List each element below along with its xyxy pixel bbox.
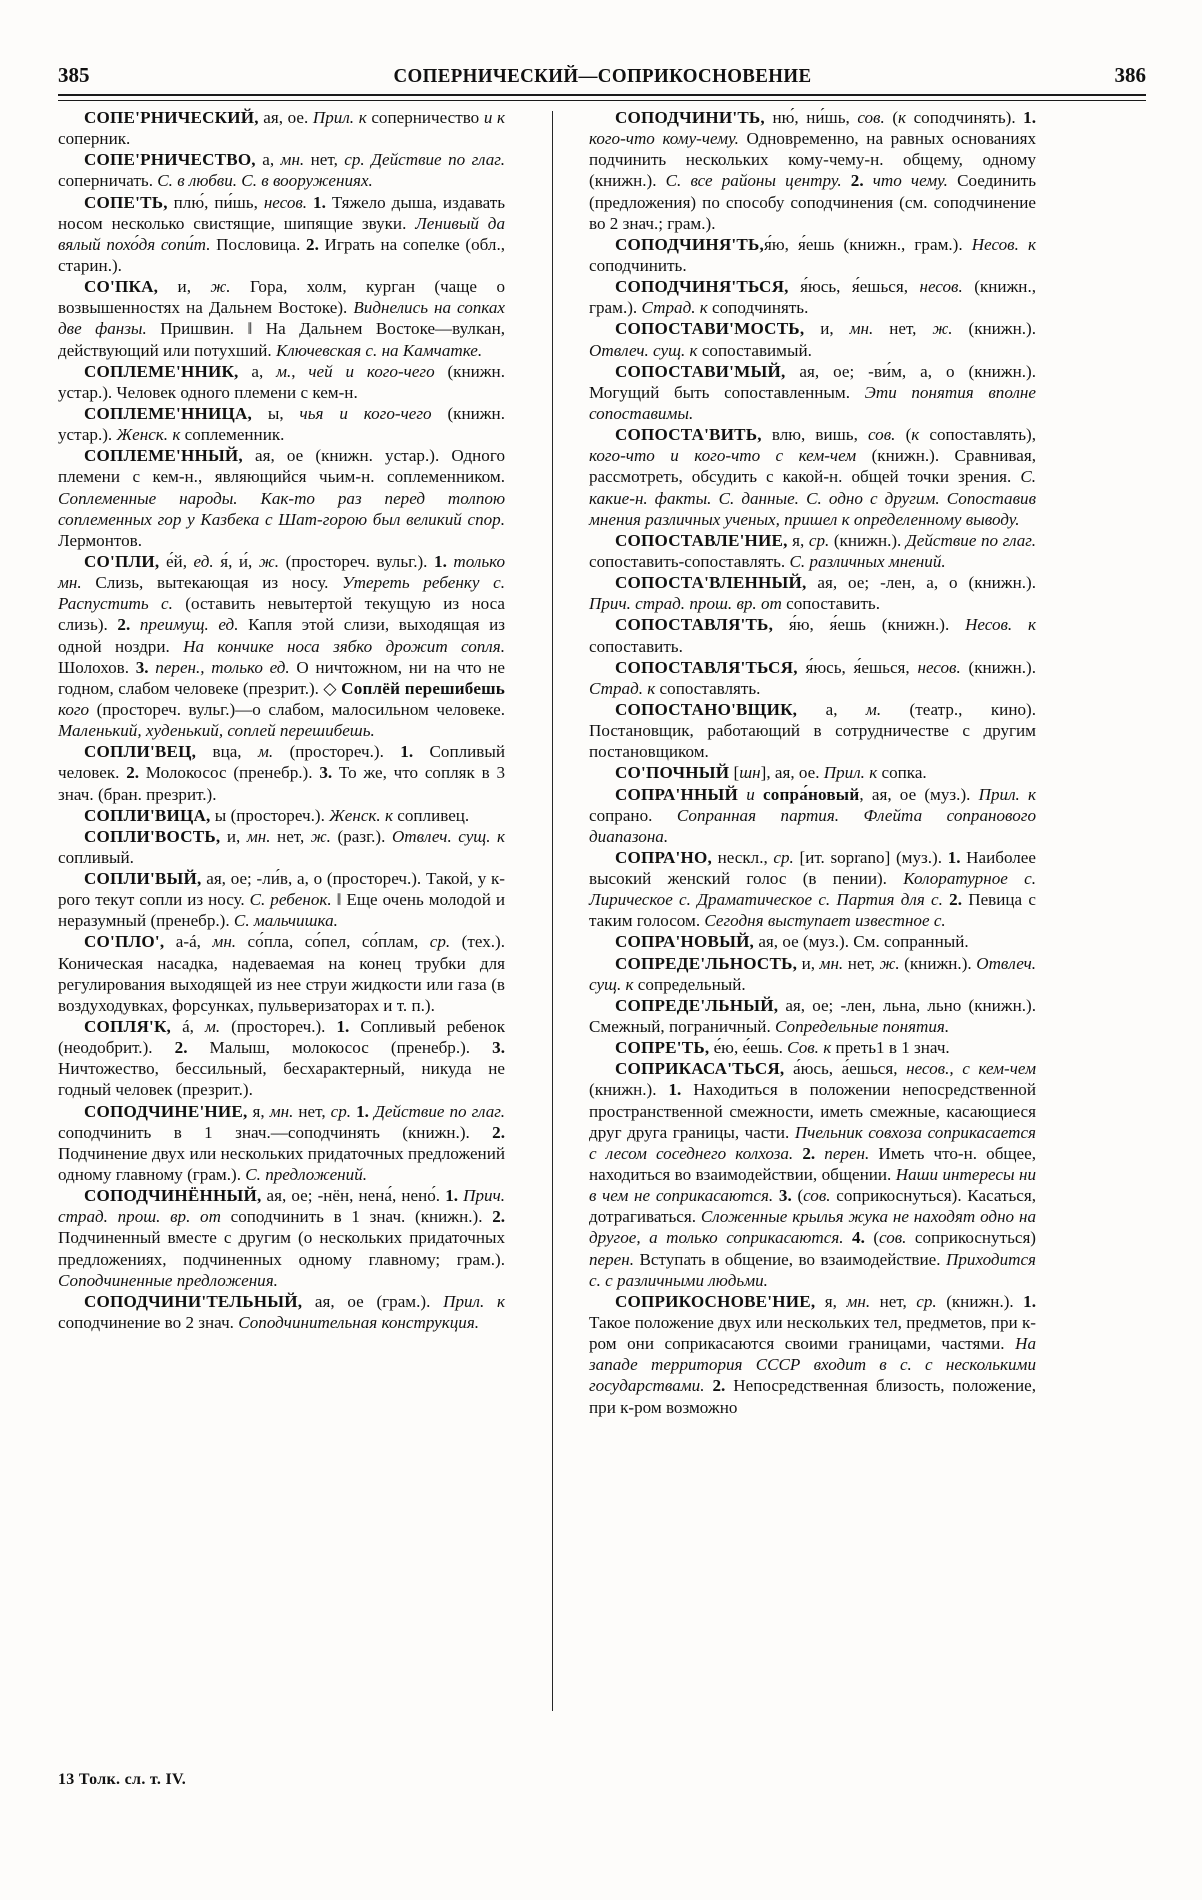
dictionary-entry: СОПОСТАВЛЯ'ТЬСЯ, я́юсь, я́ешься, несов. (книжн.). Страд. к сопоставлять. bbox=[589, 657, 1036, 698]
folio-left: 385 bbox=[58, 63, 90, 87]
dictionary-entry: СОПОДЧИНЕ'НИЕ, я, мн. нет, ср. 1. Действие по глаг. соподчинить в 1 знач.—соподчинять (книжн.). 2. Подчинение двух или нескольких придаточных предложений одному главному (грам.). С. предложений. bbox=[58, 1101, 505, 1185]
header-rule bbox=[58, 94, 1146, 101]
running-head bbox=[58, 56, 1146, 86]
page-signature bbox=[58, 1771, 186, 1789]
dictionary-entry: СОПРА'НО, нескл., ср. [ит. soprano] (муз.). 1. Наиболее высокий женский голос (в пении). Колоратурное с. Лирическое с. Драматическое с. Партия для с. 2. Певица с таким голосом. Сегодня выступает известное с. bbox=[589, 847, 1037, 931]
dictionary-entry: СОПРА'ННЫЙ и сопра́новый, ая, ое (муз.). Прил. к сопрано. Сопранная партия. Флейта сопранового диапазона. bbox=[589, 784, 1036, 846]
dictionary-entry: СОПОДЧИНЁННЫЙ, ая, ое; -нён, нена́, нено́. 1. Прич. страд. прош. вр. от соподчинить в 1 знач. (книжн.). 2. Подчиненный вместе с другим (о нескольких придаточных предложениях, подчиненных одному главному; грам.). Соподчиненные предложения. bbox=[58, 1186, 506, 1290]
dictionary-entry: СОПОДЧИНИ'ТЕЛЬНЫЙ, ая, ое (грам.). Прил. к соподчинение во 2 знач. Соподчинительная конструкция. bbox=[58, 1291, 505, 1333]
dictionary-entry: СОПОСТАВИ'МЫЙ, ая, ое; -ви́м, а, о (книжн.). Могущий быть сопоставленным. Эти понятия вполне сопоставимы. bbox=[589, 361, 1036, 423]
folio-right: 386 bbox=[1114, 63, 1146, 87]
dictionary-entry: СОПЛИ'ВИЦА, ы (простореч.). Женск. к сопливец. bbox=[84, 805, 470, 825]
column-container bbox=[58, 107, 1146, 1757]
right-column bbox=[589, 107, 1036, 1757]
dictionary-entry: СОПЛЕМЕ'ННЫЙ, ая, ое (книжн. устар.). Одного племени с кем-н., являющийся чьим-н. соплеменником. Соплеменные народы. Как-то раз перед толпою соплеменных гор у Казбека с Шат-горою был великий спор. Лермонтов. bbox=[58, 446, 505, 550]
dictionary-entry: СОПРЕДЕ'ЛЬНОСТЬ, и, мн. нет, ж. (книжн.). Отвлеч. сущ. к сопредельный. bbox=[589, 953, 1036, 994]
left-column bbox=[58, 107, 505, 1757]
dictionary-entry: СОПОСТАВЛЕ'НИЕ, я, ср. (книжн.). Действие по глаг. сопоставить-сопоставлять. С. различных мнений. bbox=[589, 530, 1036, 571]
dictionary-entry: СО'ПЛИ, е́й, ед. я́, и́, ж. (простореч. вульг.). 1. только мн. Слизь, вытекающая из носу. Утереть ребенку с. Распустить с. (оставить невытертой текущую из носа слизь). 2. преимущ. ед. Капля этой слизи, выходящая из одной ноздри. На кончике носа зябко дрожит сопля. Шолохов. 3. перен., только ед. О ничтожном, ни на что не годном, слабом человеке (презрит.). ◇ Соплёй перешибешь кого (простореч. вульг.)—о слабом, малосильном человеке. Маленький, худенький, соплей перешибешь. bbox=[58, 551, 506, 741]
dictionary-entry: СОПОСТАВИ'МОСТЬ, и, мн. нет, ж. (книжн.). Отвлеч. сущ. к сопоставимый. bbox=[589, 319, 1036, 360]
dictionary-entry: СОПОСТА'ВИТЬ, влю, вишь, сов. (к сопоставлять), кого-что и кого-что с кем-чем (книжн.). Сравнивая, рассмотреть, обсудить с какой-н. общей точки зрения. С. какие-н. факты. С. данные. С. одно с другим. Сопоставив мнения различных ученых, пришел к определенному выводу. bbox=[589, 425, 1036, 529]
signature-text: 13 Толк. сл. т. IV. bbox=[58, 1771, 187, 1788]
dictionary-entry: СОПЛЕМЕ'ННИК, а, м., чей и кого-чего (книжн. устар.). Человек одного племени с кем-н. bbox=[58, 361, 505, 402]
dictionary-entry: СОПОДЧИНЯ'ТЬ,я́ю, я́ешь (книжн., грам.). Несов. к соподчинить. bbox=[589, 234, 1036, 275]
dictionary-entry: СО'ПОЧНЫЙ [шн], ая, ое. Прил. к сопка. bbox=[615, 763, 927, 783]
dictionary-entry: СОПРИКОСНОВЕ'НИЕ, я, мн. нет, ср. (книжн.). 1. Такое положение двух или нескольких тел, предметов, при к-ром они соприкасаются своими границами, частями. На западе территория СССР входит в с. с несколькими государствами. 2. Непосредственная близость, положение, при к-ром возможно bbox=[589, 1291, 1036, 1417]
dictionary-entry: СОПЕ'РНИЧЕСТВО, а, мн. нет, ср. Действие по глаг. соперничать. С. в любви. С. в вооружениях. bbox=[58, 150, 505, 191]
dictionary-entry: СОПОДЧИНИ'ТЬ, ню́, ни́шь, сов. (к соподчинять). 1. кого-что кому-чему. Одновременно, на равных основаниях подчинить нескольких кому-чему-н. общему, одному (книжн.). С. все районы центру. 2. что чему. Соединить (предложения) по способу соподчинения (см. соподчинение во 2 знач.; грам.). bbox=[589, 108, 1037, 233]
dictionary-entry: СОПОСТА'ВЛЕННЫЙ, ая, ое; -лен, а, о (книжн.). Прич. страд. прош. вр. от сопоставить. bbox=[589, 573, 1036, 614]
dictionary-entry: СОПЕ'ТЬ, плю́, пи́шь, несов. 1. Тяжело дыша, издавать носом несколько свистящие, шипящие звуки. Ленивый да вялый похо́дя сопи́т. Пословица. 2. Играть на сопелке (обл., старин.). bbox=[58, 192, 505, 275]
dictionary-entry: СОПРЕ'ТЬ, е́ю, е́ешь. Сов. к преть1 в 1 знач. bbox=[615, 1038, 950, 1058]
column-divider-rule bbox=[552, 111, 553, 1711]
dictionary-entry: СОПЛИ'ВОСТЬ, и, мн. нет, ж. (разг.). Отвлеч. сущ. к сопливый. bbox=[58, 826, 506, 867]
dictionary-entry: СОПОСТАВЛЯ'ТЬ, я́ю, я́ешь (книжн.). Несов. к сопоставить. bbox=[589, 615, 1036, 656]
dictionary-entry: СОПОДЧИНЯ'ТЬСЯ, я́юсь, я́ешься, несов. (книжн., грам.). Страд. к соподчинять. bbox=[589, 277, 1036, 318]
running-title: СОПЕРНИЧЕСКИЙ—СОПРИКОСНОВЕНИЕ bbox=[392, 65, 812, 87]
dictionary-entry: СОПЛЯ'К, á, м. (простореч.). 1. Сопливый ребенок (неодобрит.). 2. Малыш, молокосос (пренебр.). 3. Ничтожество, бессильный, бесхарактерный, никуда не годный человек (презрит.). bbox=[58, 1017, 505, 1100]
dictionary-entry: СОПЛЕМЕ'ННИЦА, ы, чья и кого-чего (книжн. устар.). Женск. к соплеменник. bbox=[58, 403, 505, 445]
dictionary-entry: СО'ПЛО', а-á, мн. со́пла, со́пел, со́плам, ср. (тех.). Коническая насадка, надеваемая на конец трубки для регулирования выходящей из нее струи жидкости или газа (в воздуходувках, форсунках, пульверизаторах и т. п.). bbox=[58, 932, 505, 1015]
dictionary-entry: СОПРА'НОВЫЙ, ая, ое (муз.). См. сопранный. bbox=[615, 932, 969, 952]
dictionary-entry: СОПЕ'РНИЧЕСКИЙ, ая, ое. Прил. к соперничество и к соперник. bbox=[58, 108, 505, 149]
dictionary-entry: СОПОСТАНО'ВЩИК, а, м. (театр., кино). Постановщик, работающий в сотрудничестве с другим постановщиком. bbox=[589, 699, 1036, 762]
dictionary-entry: СОПЛИ'ВЕЦ, вца, м. (простореч.). 1. Сопливый человек. 2. Молокосос (пренебр.). 3. То же, что сопляк в 3 знач. (бран. презрит.). bbox=[58, 742, 505, 804]
dictionary-entry: СОПЛИ'ВЫЙ, ая, ое; -ли́в, а, о (простореч.). Такой, у к-рого текут сопли из носу. С. ребенок. ‖ Еще очень молодой и неразумный (пренебр.). С. мальчишка. bbox=[58, 869, 505, 931]
dictionary-entry: СО'ПКА, и, ж. Гора, холм, курган (чаще о возвышенностях на Дальнем Востоке). Виднелись на сопках две фанзы. Пришвин. ‖ На Дальнем Востоке—вулкан, действующий или потухший. Ключевская с. на Камчатке. bbox=[58, 277, 505, 360]
dictionary-entry: СОПРИКАСА'ТЬСЯ, а́юсь, а́ешься, несов., с кем-чем (книжн.). 1. Находиться в положении непосредственной пространственной смежности, иметь смежные, касающиеся друг друга границы, части. Пчельник совхоза соприкасается с лесом соседнего колхоза. 2. перен. Иметь что-н. общее, находиться во взаимодействии, общении. Наши интересы ни в чем не соприкасаются. 3. (сов. соприкоснуться). Касаться, дотрагиваться. Сложенные крылья жука не находят одно на другое, а только соприкасаются. 4. (сов. соприкоснуться) перен. Вступать в общение, во взаимодействие. Приходится с. с различными людьми. bbox=[589, 1059, 1037, 1290]
dictionary-entry: СОПРЕДЕ'ЛЬНЫЙ, ая, ое; -лен, льна, льно (книжн.). Смежный, пограничный. Сопредельные понятия. bbox=[589, 995, 1036, 1037]
